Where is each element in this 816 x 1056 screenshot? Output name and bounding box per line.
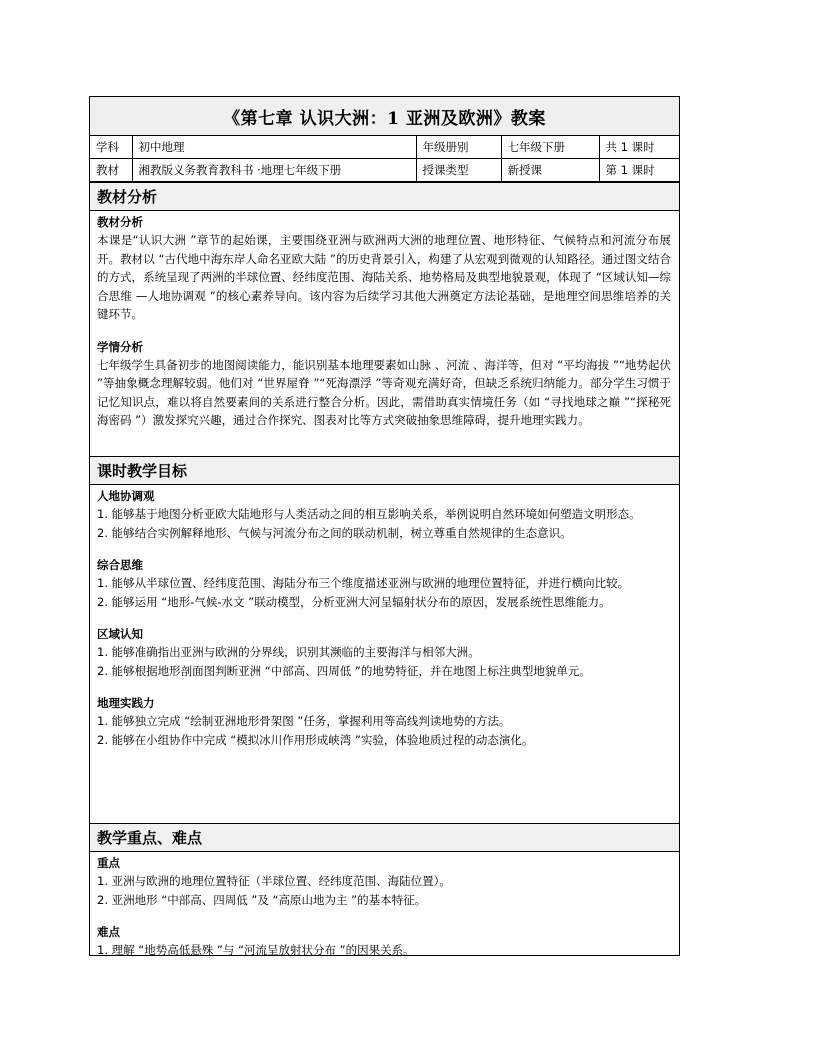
student-analysis-title: 学情分析 — [97, 339, 143, 354]
keypoints-section-heading: 教学重点、难点 — [90, 824, 679, 852]
textbook-value: 湘教版义务教育教科书 ·地理七年级下册 — [132, 159, 416, 182]
subject-label: 学科 — [90, 136, 132, 159]
lesson-type-label: 授课类型 — [416, 159, 501, 182]
lesson-type-value: 新授课 — [501, 159, 599, 182]
difficulty-item: 1. 理解 “地势高低悬殊 ”与 “河流呈放射状分布 ”的因果关系。 — [97, 943, 415, 957]
objective-item: 1. 能够基于地图分析亚欧大陆地形与人类活动之间的相互影响关系，举例说明自然环境如何塑造文明形态。 — [97, 507, 641, 521]
material-analysis-title: 教材分析 — [97, 215, 143, 229]
objectives-section-heading: 课时教学目标 — [90, 457, 679, 485]
document-title-band — [90, 97, 679, 136]
grade-value: 七年级下册 — [501, 136, 599, 159]
subject-value: 初中地理 — [132, 136, 416, 159]
focus-item: 1. 亚洲与欧洲的地理位置特征（半球位置、经纬度范围、海陆位置）。 — [97, 874, 451, 888]
focus-item: 2. 亚洲地形 “中部高、四周低 ”及 “高原山地为主 ”的基本特征。 — [97, 892, 427, 907]
objectives-section — [90, 456, 679, 749]
objective-group-title: 地理实践力 — [97, 696, 155, 710]
student-analysis-text: 七年级学生具备初步的地图阅读能力，能识别基本地理要素如山脉 、河流 、海洋等，但对 “平均海拔 ”“地势起伏 ”等抽象概念理解较弱。他们对 “世界屋脊 ”“死海漂浮 ”等奇观充满好奇，但缺乏系统归纳能力。部分学生习惯于记忆知识点，难以将自然要素间的关系进行整合分析。因此，需借助真实情境任务（如 “寻找地球之巅 ”“探秘死海密码 ”）激发探究兴趣，通过合作探究、图表对比等方式突破抽象思维障碍，提升地理实践力。 — [97, 357, 671, 427]
objective-item: 2. 能够根据地形剖面图判断亚洲 “中部高、四周低 ”的地势特征，并在地图上标注典型地貌单元。 — [97, 663, 591, 678]
grade-label: 年级册别 — [416, 136, 501, 159]
difficulty-title: 难点 — [97, 925, 120, 939]
objective-item: 1. 能够准确指出亚洲与欧洲的分界线，识别其濒临的主要海洋与相邻大洲。 — [97, 645, 480, 659]
analysis-section — [90, 182, 679, 430]
material-analysis-text: 本课是“认识大洲 ”章节的起始课，主要围绕亚洲与欧洲两大洲的地理位置、地形特征、气候特点和河流分布展开。教材以 “古代地中海东岸人命名亚欧大陆 ”的历史背景引入，构建了从宏观到微观的认知路径。通过图文结合的方式，系统呈现了两洲的半球位置、经纬度范围、海陆关系、地势格局及典型地貌景观，体现了 “区域认知—综合思维 —人地协调观 ”的核心素养导向。该内容为后续学习其他大洲奠定方法论基础，是地理空间思维培养的关键环节。 — [97, 233, 671, 321]
course-info-table — [90, 135, 679, 182]
objective-item: 1. 能够从半球位置、经纬度范围、海陆分布三个维度描述亚洲与欧洲的地理位置特征，并进行横向比较。 — [97, 576, 630, 590]
objective-item: 1. 能够独立完成 “绘制亚洲地形骨架图 ”任务，掌握利用等高线判读地势的方法。 — [97, 714, 511, 728]
focus-title: 重点 — [97, 856, 120, 870]
analysis-section-heading: 教材分析 — [90, 183, 679, 211]
objective-group-title: 人地协调观 — [97, 489, 155, 503]
objective-item: 2. 能够结合实例解释地形、气候与河流分布之间的联动机制，树立尊重自然规律的生态意识。 — [97, 525, 572, 540]
total-periods: 共 1 课时 — [599, 136, 679, 159]
info-row-subject — [90, 136, 679, 159]
objective-item: 2. 能够运用 “地形-气候-水文 ”联动模型，分析亚洲大河呈辐射状分布的原因，发展系统性思维能力。 — [97, 594, 611, 609]
objective-group-title: 综合思维 — [97, 558, 143, 572]
lesson-plan-document — [89, 96, 680, 956]
current-period: 第 1 课时 — [599, 159, 679, 182]
textbook-label: 教材 — [90, 159, 132, 182]
objective-item: 2. 能够在小组协作中完成 “模拟冰川作用形成峡湾 ”实验，体验地质过程的动态演化。 — [97, 732, 534, 747]
keypoints-section — [90, 823, 679, 960]
info-row-textbook — [90, 159, 679, 182]
objective-group-title: 区域认知 — [97, 627, 143, 641]
document-title: 《第七章 认识大洲：1 亚洲及欧洲》教案 — [223, 108, 546, 129]
